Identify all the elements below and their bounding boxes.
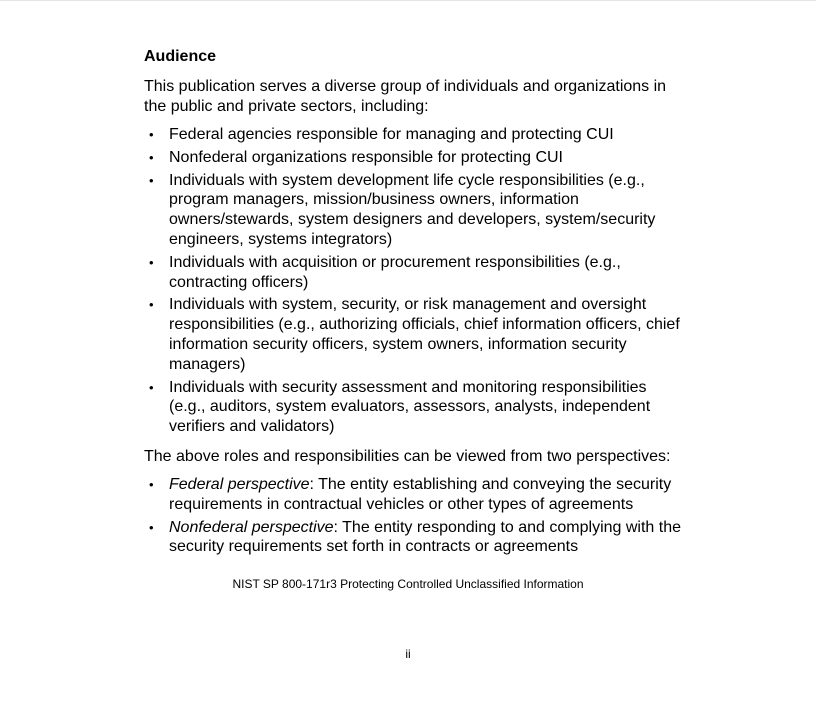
document-body — [144, 47, 684, 567]
audience-item-text: Individuals with system development life cycle responsibilities (e.g., program managers, mission/business owners, information owners/stewards, system designers and developers, system/security engineers, systems integrators) — [169, 171, 656, 248]
list-item — [144, 148, 684, 168]
bullet-icon: • — [149, 172, 154, 188]
list-item — [144, 125, 684, 145]
perspective-term: Federal perspective — [169, 475, 310, 493]
list-item — [144, 253, 684, 293]
bullet-icon: • — [149, 519, 154, 535]
audience-item-text: Individuals with system, security, or risk management and oversight responsibilities (e.g., authorizing officials, chief information officers, chief information security officers, system owners, information security managers) — [169, 296, 680, 373]
perspectives-intro: The above roles and responsibilities can be viewed from two perspectives: — [144, 447, 671, 465]
bullet-icon: • — [149, 254, 154, 270]
list-item — [144, 295, 684, 374]
list-item — [144, 171, 684, 250]
list-item — [144, 475, 684, 515]
section-heading: Audience — [144, 48, 217, 65]
audience-item-text: Individuals with acquisition or procurement responsibilities (e.g., contracting officers) — [169, 253, 621, 291]
audience-item-text: Nonfederal organizations responsible for protecting CUI — [169, 148, 563, 166]
audience-list — [144, 125, 684, 437]
bullet-icon: • — [149, 476, 154, 492]
page-top-border — [0, 0, 816, 1]
bullet-icon: • — [149, 379, 154, 395]
page-number: ii — [405, 647, 411, 661]
bullet-icon: • — [149, 149, 154, 165]
perspective-term: Nonfederal perspective — [169, 518, 334, 536]
list-item — [144, 378, 684, 437]
perspective-text: : The entity establishing and conveying the security requirements in contractual vehicles or other types of agreements — [169, 475, 672, 513]
intro-paragraph: This publication serves a diverse group of individuals and organizations in the public and private sectors, including: — [144, 78, 667, 115]
perspectives-list — [144, 475, 684, 557]
perspective-text: : The entity responding to and complying with the security requirements set forth in contracts or agreements — [169, 518, 682, 556]
list-item — [144, 518, 684, 558]
footer-document-title: NIST SP 800-171r3 Protecting Controlled Unclassified Information — [232, 577, 584, 591]
audience-item-text: Individuals with security assessment and monitoring responsibilities (e.g., auditors, system evaluators, assessors, analysts, independent verifiers and validators) — [169, 378, 651, 436]
audience-item-text: Federal agencies responsible for managing and protecting CUI — [169, 126, 614, 143]
bullet-icon: • — [149, 127, 154, 142]
bullet-icon: • — [149, 297, 154, 313]
